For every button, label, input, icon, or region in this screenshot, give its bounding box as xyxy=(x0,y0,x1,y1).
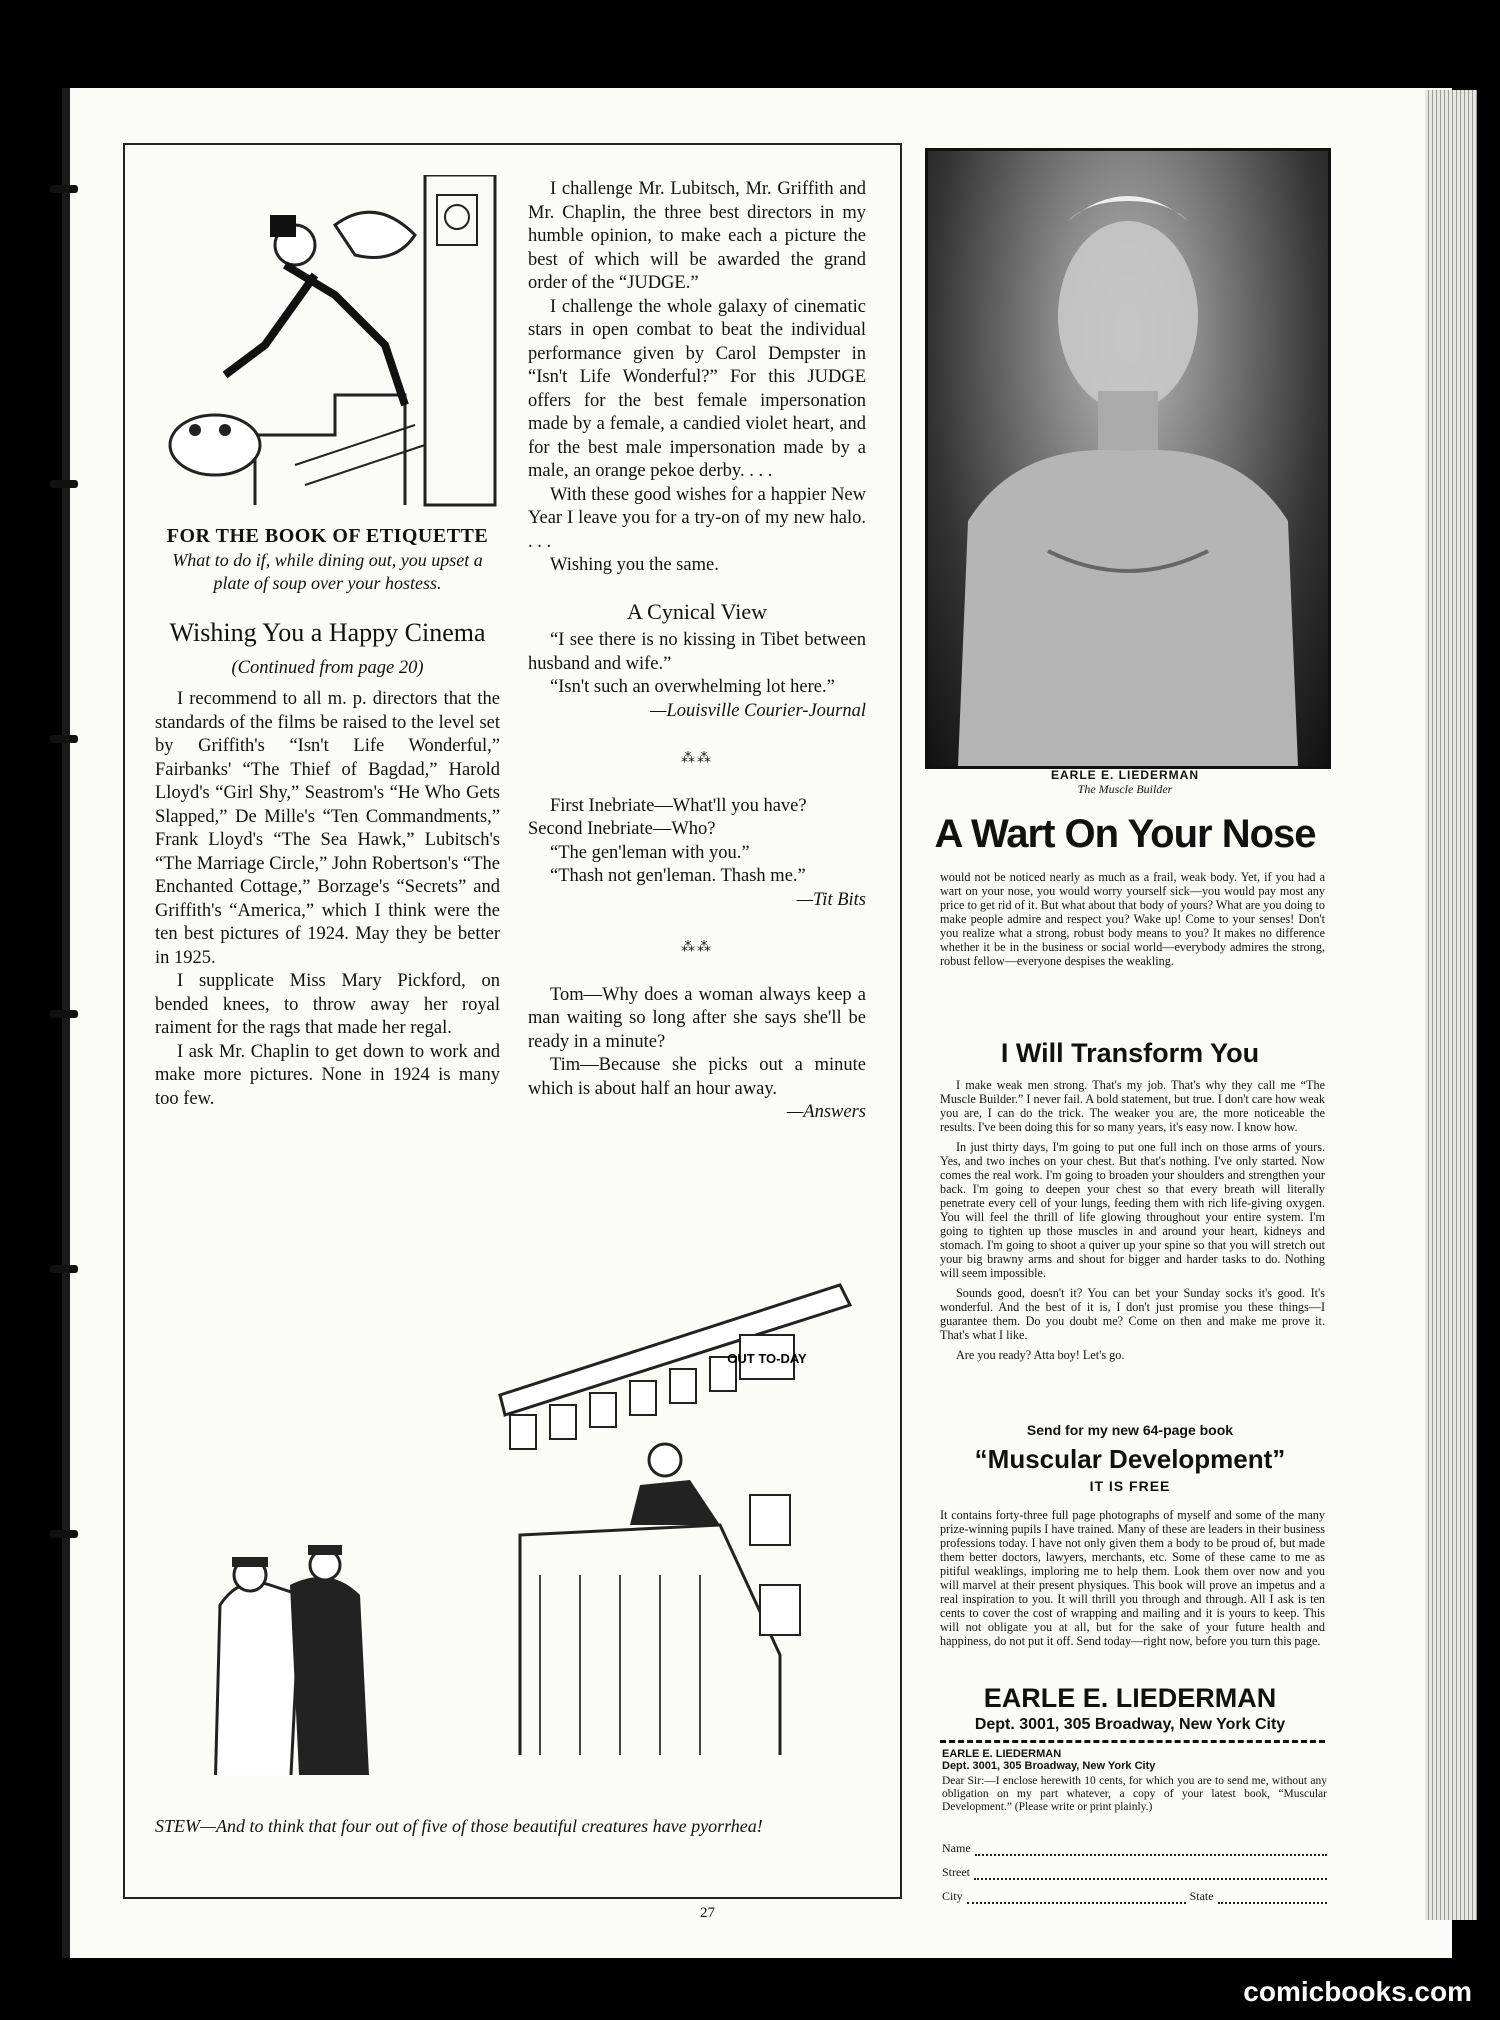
joke-line: Tim—Because she picks out a minute which is about half an hour away. xyxy=(528,1055,866,1099)
field-label: Name xyxy=(942,1841,971,1855)
ad-paragraph: Sounds good, doesn't it? You can bet your Sunday socks it's good. It's wonderful. And the best of it is, I don't just promise you these things—I guarantee them. Do you doubt me? Come on then and make me prove it. That's what I like. xyxy=(940,1286,1325,1342)
ad-paragraph: Are you ready? Atta boy! Let's go. xyxy=(956,1348,1125,1362)
joke-source: —Louisville Courier-Journal xyxy=(650,700,866,721)
book-description: It contains forty-three full page photographs of myself and some of the many prize-winning pupils I have trained. Many of these are leaders in their business professions today. I have not only given them a body to be proud of, but made them better doctors, lawyers, merchants, etc. Some of these came to me as pitiful weaklings, imploring me to help them. Look them over now and you will marvel at their present physiques. This book will prove an impetus and a real inspiration to you. It will thrill you through and through. All I ask is ten cents to cover the cost of wrapping and mailing and it is yours to keep. This will not obligate you at all, but for the sake of your future health and happiness, do not put it off. Send today—right now, before you turn this page. xyxy=(940,1508,1325,1648)
binding-ring xyxy=(50,480,78,488)
strongman-photo xyxy=(925,148,1331,769)
coupon-field-name[interactable] xyxy=(942,1832,1327,1856)
coupon-text: Dear Sir:—I enclose herewith 10 cents, for which you are to send me, without any obligation on my part whatever, a copy of your latest book, “Muscular Development.” (Please write or print plainly.) xyxy=(942,1775,1327,1813)
binding-spine xyxy=(62,88,70,1958)
ad-subhead: I Will Transform You xyxy=(1000,1038,1260,1068)
coupon-name: EARLE E. LIEDERMAN xyxy=(942,1748,1062,1760)
binding-ring xyxy=(50,1010,78,1018)
article-paragraph: I recommend to all m. p. directors that the standards of the films be raised to the level set by Griffith's “Isn't Life Wonderful,” Fairbanks' “The Thief of Bagdad,” Harold Lloyd's “Girl Shy,” Seastrom's “He Who Gets Slapped,” De Mille's “Ten Commandments,” Frank Lloyd's “The Sea Hawk,” Lubitsch's “The Marriage Circle,” John Robertson's “The Enchanted Cottage,” Borzage's “Secrets” and Griffith's “America,” which I think were the ten best pictures of 1924. May they be better in 1925. xyxy=(155,689,500,968)
newsstand-sign: OUT TO-DAY xyxy=(727,1351,807,1366)
page-number: 27 xyxy=(700,1905,715,1921)
article-paragraph: I ask Mr. Chaplin to get down to work and make more pictures. None in 1924 is many too few. xyxy=(155,1041,500,1109)
ad-paragraph: In just thirty days, I'm going to put one full inch on those arms of yours. Yes, and two inches on your chest. But that's nothing. I've only started. Now comes the real work. I'm going to broaden your shoulders and strengthen your back. I'm going to deepen your chest so that every breath will literally penetrate every cell of your lungs, feeding them with rich life-giving oxygen. You will feel the thrill of life glowing throughout your entire system. I'm going to tighten up those muscles in and around your heart, kidneys and stomach. I'm going to shoot a quiver up your spine so that you will stretch out your big brawny arms and shout for bigger and harder tasks to do. Nothing will seem impossible. xyxy=(940,1140,1325,1280)
article-paragraph: I supplicate Miss Mary Pickford, on bended knees, to throw away her royal raiment for the rags that made her regal. xyxy=(155,971,500,1038)
ad-intro: would not be noticed nearly as much as a frail, weak body. Yet, if you had a wart on your nose, you would worry yourself sick—you would pay most any price to get rid of it. But what about that body of yours? What are you doing to make people admire and respect you? Wake up! Come to your senses! Don't you realize what a strong, robust body means to you? It makes no difference whether it be in the business or social world—everybody admires the strong, robust fellow—everyone despises the weakling. xyxy=(940,870,1325,968)
field-line[interactable] xyxy=(974,1878,1327,1880)
joke-source: —Answers xyxy=(786,1102,866,1122)
watermark: comicbooks.com xyxy=(1243,1976,1472,2007)
binding-ring xyxy=(50,185,78,193)
free-label: IT IS FREE xyxy=(1089,1478,1171,1494)
joke-line: “The gen'leman with you.” xyxy=(550,842,750,863)
binding-ring xyxy=(50,735,78,743)
joke-line: Second Inebriate—Who? xyxy=(528,819,716,839)
advertiser-address: Dept. 3001, 305 Broadway, New York City xyxy=(974,1716,1286,1733)
book-page-edges xyxy=(1425,90,1477,1920)
field-line[interactable] xyxy=(1218,1902,1327,1904)
coupon-field-street[interactable] xyxy=(942,1856,1327,1880)
joke-source: —Tit Bits xyxy=(796,889,866,910)
separator-stars: ⁂⁂ xyxy=(681,751,713,766)
separator-stars: ⁂⁂ xyxy=(681,940,713,955)
etiquette-cartoon xyxy=(155,175,500,515)
binding-ring xyxy=(50,1265,78,1273)
joke-line: “Isn't such an overwhelming lot here.” xyxy=(550,677,835,697)
article-title: Wishing You a Happy Cinema xyxy=(169,617,486,647)
continued-note: (Continued from page 20) xyxy=(231,657,424,678)
article-paragraph: Wishing you the same. xyxy=(550,555,719,575)
joke-line: Tom—Why does a woman always keep a man waiting so long after she says she'll be ready in a minute? xyxy=(528,984,866,1052)
coupon-field-city[interactable] xyxy=(942,1880,1327,1904)
article-paragraph: I challenge Mr. Lubitsch, Mr. Griffith and Mr. Chaplin, the three best directors in my humble opinion, to make each a picture the best of which will be awarded the grand order of the “JUDGE.” xyxy=(528,179,866,293)
coupon-cut-line xyxy=(940,1740,1325,1743)
article-paragraph: With these good wishes for a happier New Year I leave you for a try-on of my new halo. . . . xyxy=(528,484,866,552)
cartoon-caption: STEW—And to think that four out of five of those beautiful creatures have pyorrhea! xyxy=(155,1816,763,1836)
field-line[interactable] xyxy=(975,1854,1327,1856)
advertiser-name: EARLE E. LIEDERMAN xyxy=(983,1683,1277,1713)
field-label: City xyxy=(942,1889,963,1903)
photo-name: EARLE E. LIEDERMAN xyxy=(1050,768,1199,782)
field-line[interactable] xyxy=(967,1902,1186,1904)
binding-ring xyxy=(50,1530,78,1538)
cynical-view-title: A Cynical View xyxy=(626,598,768,624)
joke-line: “Thash not gen'leman. Thash me.” xyxy=(550,866,806,886)
joke-line: First Inebriate—What'll you have? xyxy=(550,795,807,816)
coupon-address: Dept. 3001, 305 Broadway, New York City xyxy=(942,1760,1156,1772)
ad-headline: A Wart On Your Nose xyxy=(934,812,1316,856)
cartoon-subtitle: What to do if, while dining out, you upset a plate of soup over your hostess. xyxy=(172,549,483,593)
strongman-figure xyxy=(928,151,1328,766)
newsstand-cartoon xyxy=(160,1275,860,1775)
book-title: “Muscular Development” xyxy=(974,1444,1286,1474)
ad-paragraph: I make weak men strong. That's my job. That's why they call me “The Muscle Builder.” I never fail. A bold statement, but true. I don't care how weak you are, I can do the trick. The weaker you are, the more noticeable the results. I've been doing this for so many years, it's easy now. I know how. xyxy=(940,1078,1325,1134)
send-for-text: Send for my new 64-page book xyxy=(1026,1422,1234,1438)
field-label: State xyxy=(1189,1889,1214,1903)
article-paragraph: I challenge the whole galaxy of cinematic stars in open combat to beat the individual performance given by Carol Dempster in “Isn't Life Wonderful?” For this JUDGE offers for the best female impersonation made by a female, a candied violet heart, and for the best male impersonation made by a male, an orange pekoe derby. . . . xyxy=(528,296,866,481)
field-label: Street xyxy=(942,1865,970,1879)
cartoon-title: FOR THE BOOK OF ETIQUETTE xyxy=(166,525,489,547)
joke-line: “I see there is no kissing in Tibet between husband and wife.” xyxy=(528,630,866,674)
photo-subtitle: The Muscle Builder xyxy=(1077,782,1173,796)
